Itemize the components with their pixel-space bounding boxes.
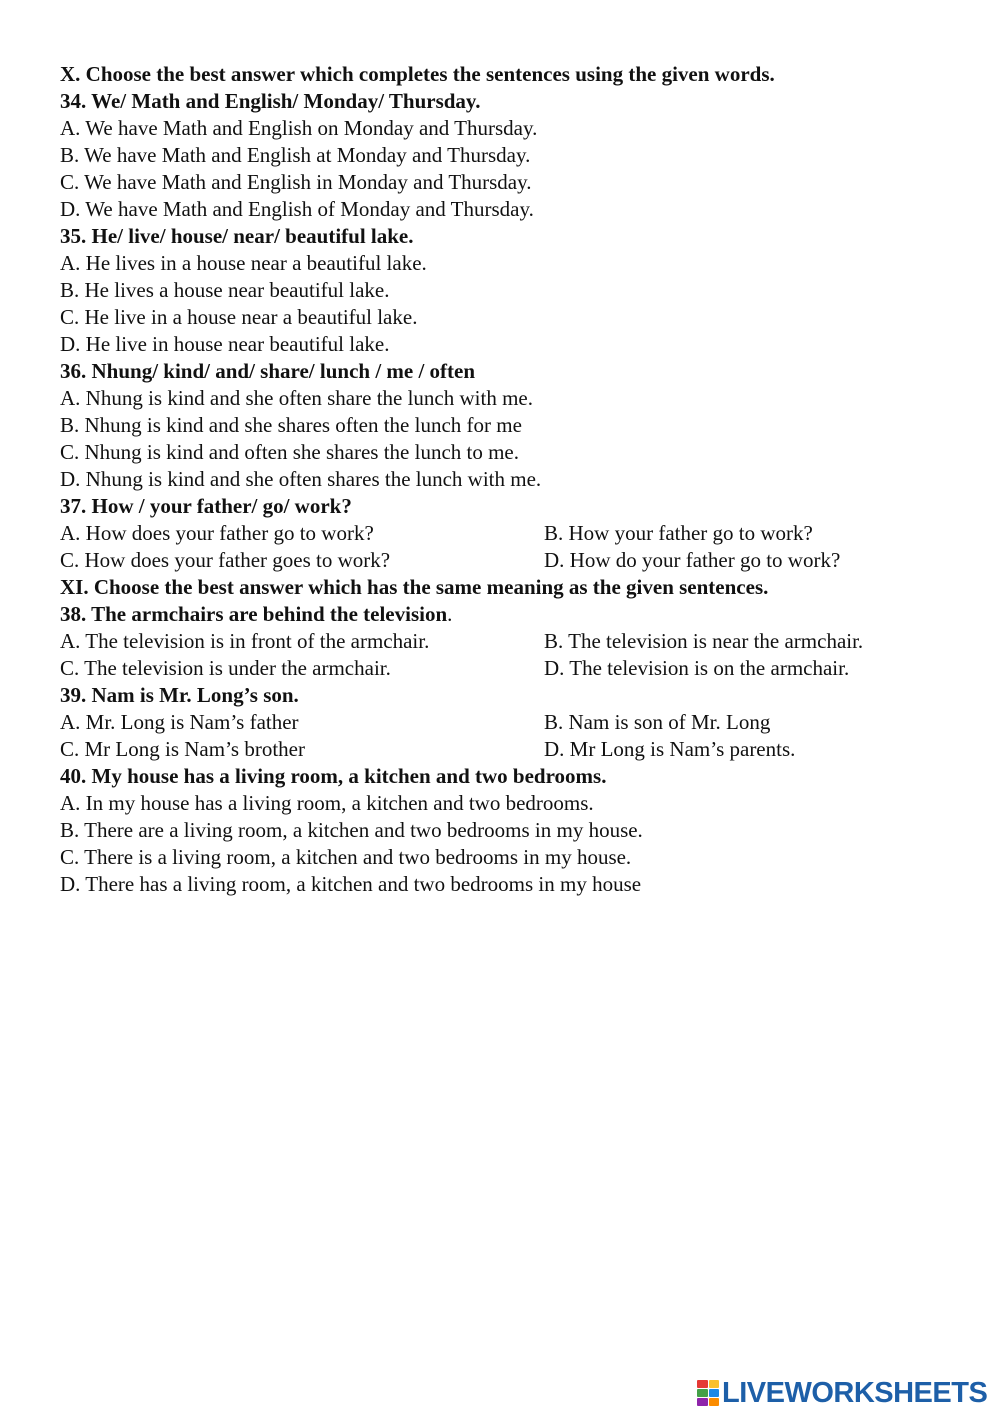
question-40-option-a: A. In my house has a living room, a kitchen and two bedrooms. <box>60 791 594 815</box>
question-37-option-d: D. How do your father go to work? <box>544 548 841 572</box>
question-38-prompt-line <box>60 601 960 628</box>
question-37-row-1 <box>60 520 960 547</box>
question-38-option-d: D. The television is on the armchair. <box>544 656 850 680</box>
logo-block <box>709 1380 720 1388</box>
question-36-option-a: A. Nhung is kind and she often share the lunch with me. <box>60 386 533 410</box>
question-35-option-a: A. He lives in a house near a beautiful lake. <box>60 251 427 275</box>
question-39-option-b: B. Nam is son of Mr. Long <box>544 710 771 734</box>
question-38-prompt: 38. The armchairs are behind the television <box>60 602 448 626</box>
question-35-option-b: B. He lives a house near beautiful lake. <box>60 278 390 302</box>
question-37-option-b: B. How your father go to work? <box>544 521 813 545</box>
question-39-option-d: D. Mr Long is Nam’s parents. <box>544 737 796 761</box>
question-36-option-b: B. Nhung is kind and she shares often the lunch for me <box>60 413 522 437</box>
question-37-prompt: 37. How / your father/ go/ work? <box>60 494 352 518</box>
question-34-prompt: 34. We/ Math and English/ Monday/ Thursday. <box>60 89 481 113</box>
question-34-option-d: D. We have Math and English of Monday and Thursday. <box>60 197 534 221</box>
question-34-option-a: A. We have Math and English on Monday and Thursday. <box>60 116 538 140</box>
logo-block <box>697 1398 708 1406</box>
question-35-option-c: C. He live in a house near a beautiful lake. <box>60 305 418 329</box>
question-40-option-d: D. There has a living room, a kitchen and two bedrooms in my house <box>60 872 642 896</box>
question-36-prompt: 36. Nhung/ kind/ and/ share/ lunch / me / often <box>60 359 476 383</box>
question-37-option-c: C. How does your father goes to work? <box>60 548 391 572</box>
question-40-option-c: C. There is a living room, a kitchen and two bedrooms in my house. <box>60 845 632 869</box>
question-36-option-c: C. Nhung is kind and often she shares the lunch to me. <box>60 440 520 464</box>
question-35-prompt: 35. He/ live/ house/ near/ beautiful lake. <box>60 224 414 248</box>
question-39-prompt: 39. Nam is Mr. Long’s son. <box>60 683 299 707</box>
question-40-option-b: B. There are a living room, a kitchen and two bedrooms in my house. <box>60 818 643 842</box>
question-37-option-a: A. How does your father go to work? <box>60 521 374 545</box>
liveworksheets-logo-icon <box>697 1380 719 1406</box>
liveworksheets-brand[interactable] <box>697 1377 987 1409</box>
question-39-row-2 <box>60 736 960 763</box>
logo-block <box>697 1389 708 1397</box>
section-xi-heading: XI. Choose the best answer which has the same meaning as the given sentences. <box>60 575 769 599</box>
question-36-option-d: D. Nhung is kind and she often shares the lunch with me. <box>60 467 542 491</box>
question-38-row-2 <box>60 655 960 682</box>
question-38-option-b: B. The television is near the armchair. <box>544 629 864 653</box>
logo-block <box>697 1380 708 1388</box>
worksheet-content <box>60 61 960 898</box>
question-38-prompt-suffix: . <box>447 602 453 626</box>
question-39-option-c: C. Mr Long is Nam’s brother <box>60 737 305 761</box>
question-39-option-a: A. Mr. Long is Nam’s father <box>60 710 299 734</box>
logo-block <box>709 1389 720 1397</box>
question-35-option-d: D. He live in house near beautiful lake. <box>60 332 390 356</box>
question-37-row-2 <box>60 547 960 574</box>
question-38-option-c: C. The television is under the armchair. <box>60 656 391 680</box>
question-38-option-a: A. The television is in front of the armchair. <box>60 629 430 653</box>
logo-block <box>709 1398 720 1406</box>
liveworksheets-wordmark: LIVEWORKSHEETS <box>722 1376 988 1409</box>
question-39-row-1 <box>60 709 960 736</box>
question-34-option-c: C. We have Math and English in Monday and Thursday. <box>60 170 532 194</box>
section-x-heading: X. Choose the best answer which completes the sentences using the given words. <box>60 62 775 86</box>
question-40-prompt: 40. My house has a living room, a kitchen and two bedrooms. <box>60 764 607 788</box>
question-34-option-b: B. We have Math and English at Monday and Thursday. <box>60 143 531 167</box>
question-38-row-1 <box>60 628 960 655</box>
